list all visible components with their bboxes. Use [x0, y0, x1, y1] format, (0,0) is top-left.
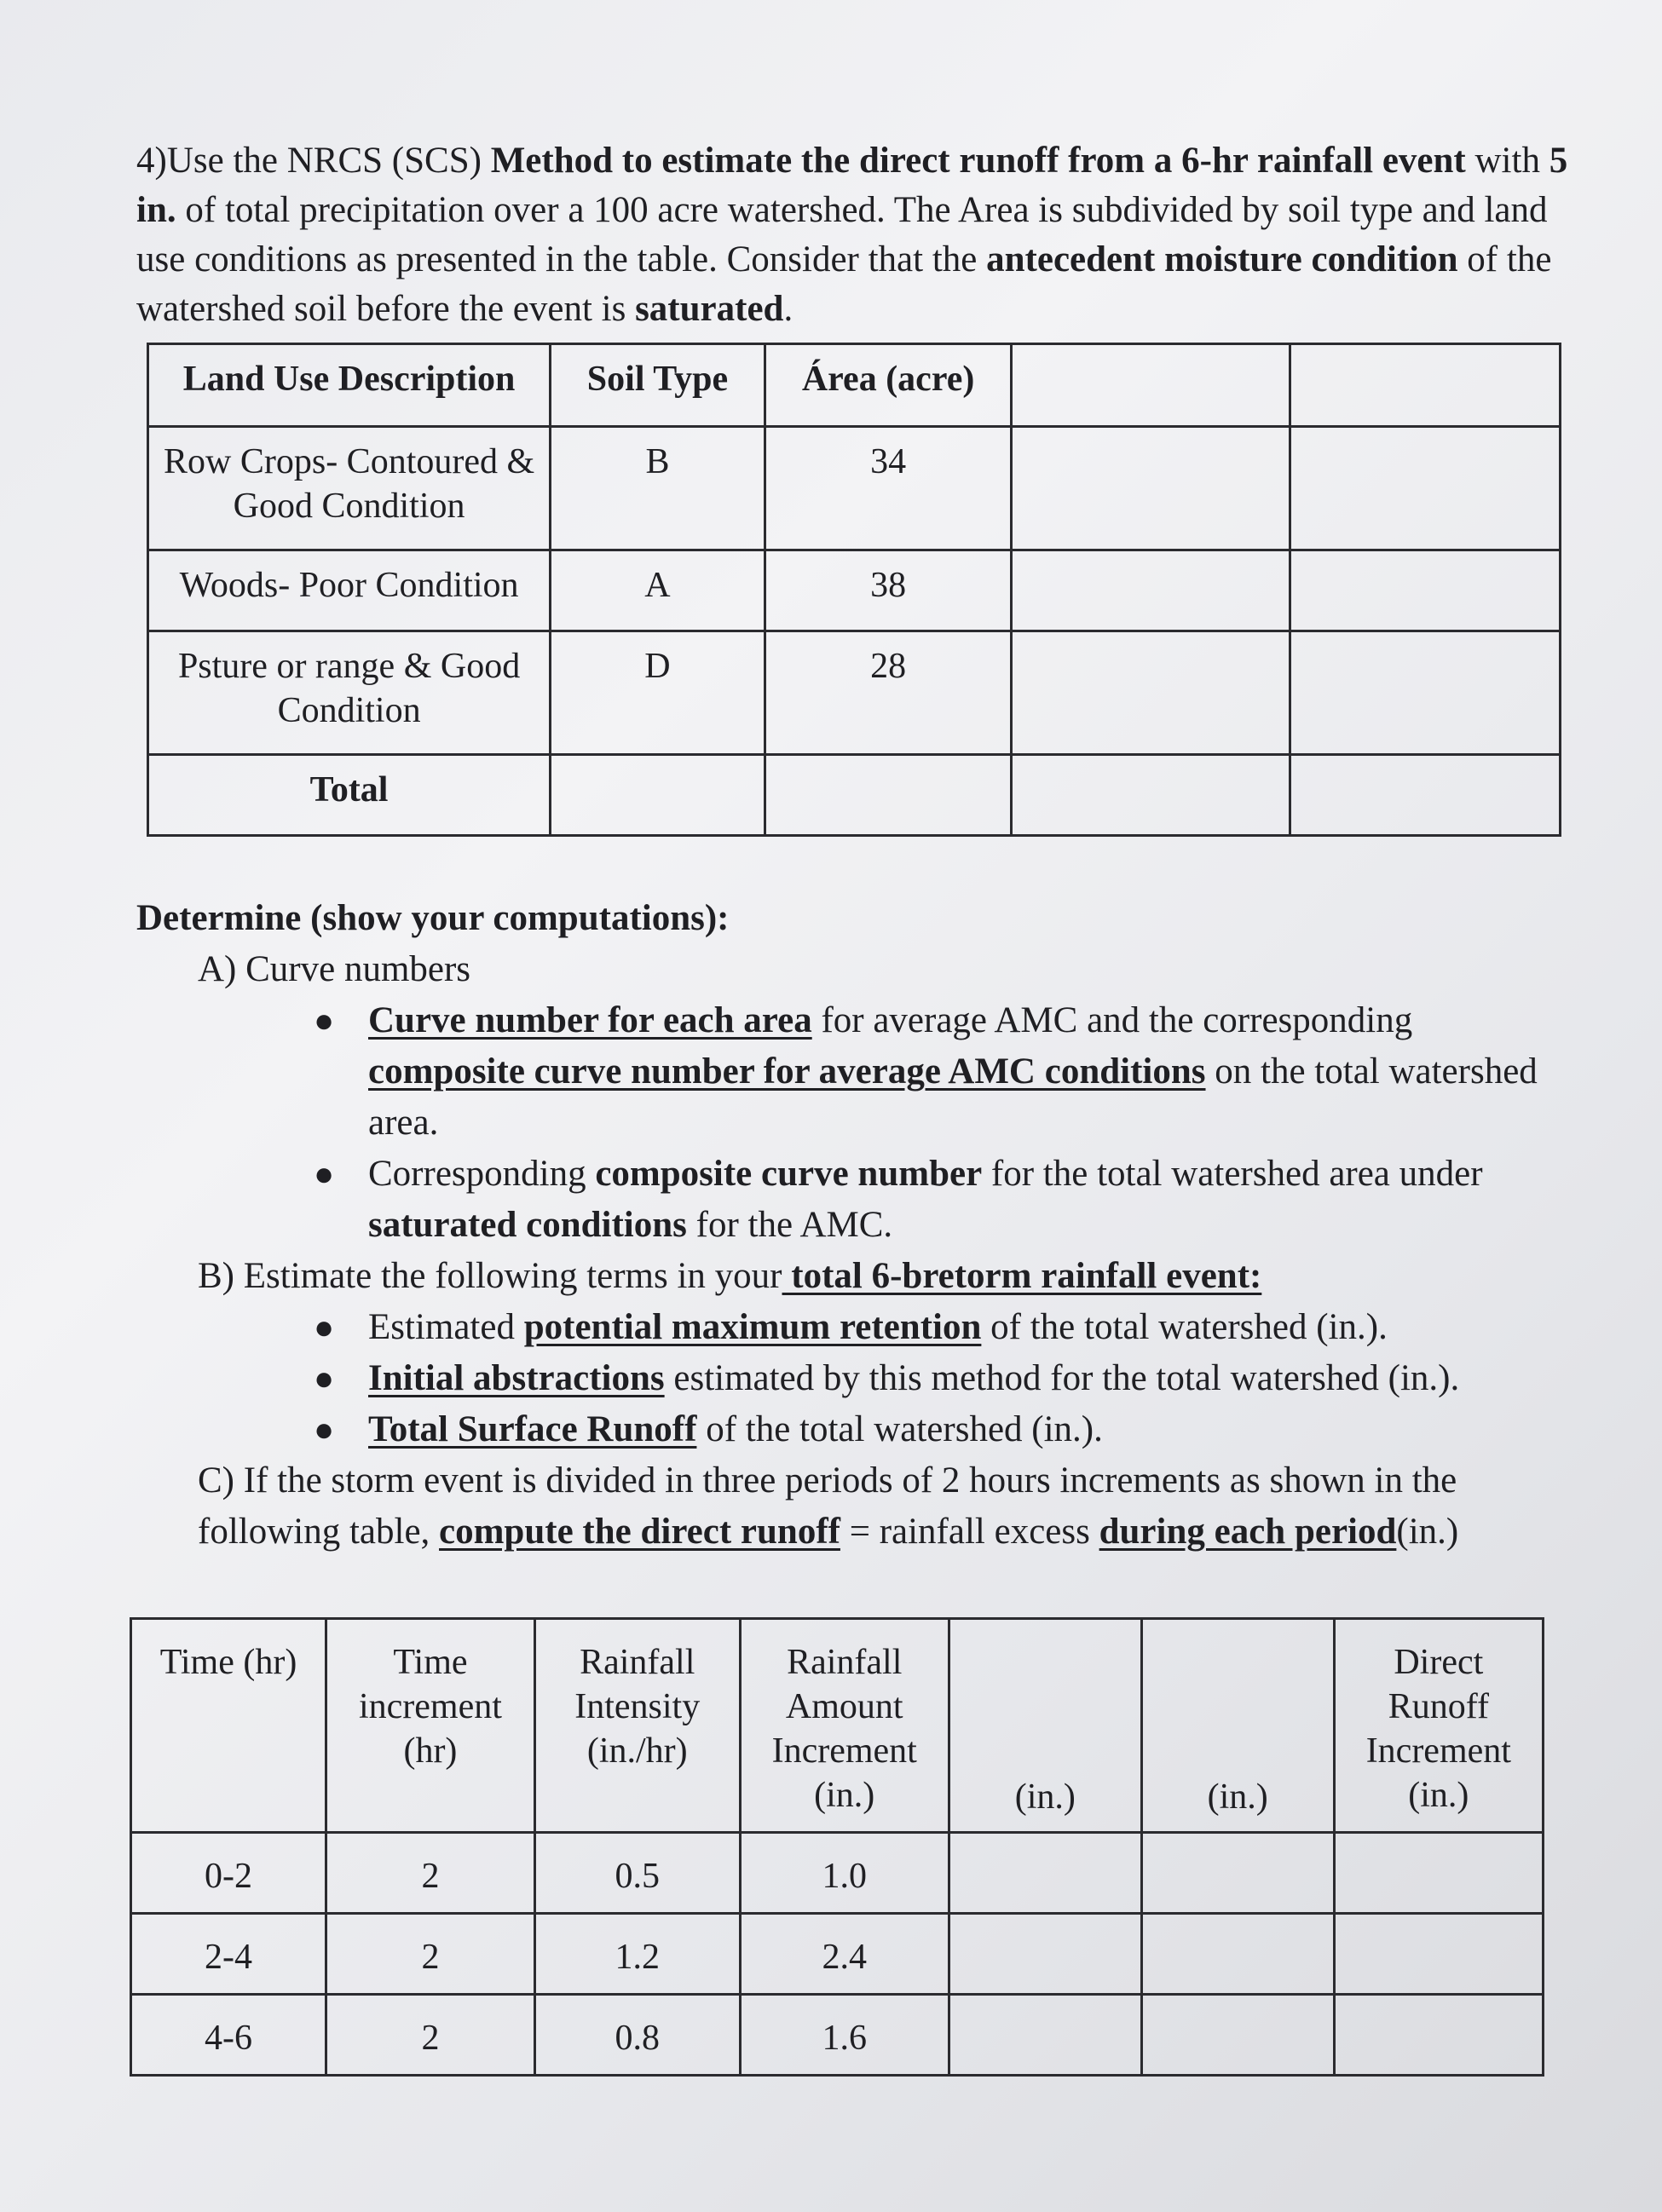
- determine-heading: Determine (show your computations):: [136, 898, 730, 938]
- problem-text: .: [783, 289, 793, 329]
- table-row: [148, 550, 1561, 631]
- plain-text: (in.): [1396, 1512, 1459, 1552]
- worksheet-page: [136, 136, 1577, 2077]
- plain-text: Estimated: [368, 1307, 524, 1347]
- problem-text: with: [1465, 141, 1549, 181]
- increment-cell: 2: [326, 1833, 535, 1914]
- table-row: [148, 631, 1561, 755]
- part-b-bullet-2: [314, 1353, 1577, 1404]
- intensity-cell: 0.5: [534, 1833, 740, 1914]
- total-row: [148, 755, 1561, 836]
- part-b-bullet-3: [314, 1404, 1577, 1455]
- time-cell: 2-4: [131, 1914, 326, 1995]
- table-header-row: [148, 344, 1561, 427]
- underlined-text: Curve number for each area: [368, 1000, 812, 1040]
- col-direct-runoff: Direct Runoff Increment (in.): [1334, 1619, 1543, 1833]
- table-header-row: [131, 1619, 1544, 1833]
- plain-text: estimated by this method for the total watershed (in.).: [664, 1358, 1460, 1398]
- bullet-icon: ●: [314, 1359, 335, 1397]
- plain-text: for the AMC.: [686, 1205, 893, 1245]
- blank-cell: [1012, 427, 1290, 550]
- underlined-text: Total Surface Runoff: [368, 1409, 697, 1449]
- table-row: [131, 1995, 1544, 2076]
- rainfall-table: [130, 1617, 1544, 2077]
- problem-statement: [136, 136, 1568, 334]
- col-land-use: Land Use Description: [148, 344, 551, 427]
- blank-cell: [1290, 631, 1560, 755]
- blank-cell: [1012, 755, 1290, 836]
- underlined-text: potential maximum retention: [523, 1307, 982, 1347]
- bullet-icon: ●: [314, 1308, 335, 1346]
- land-use-cell: Row Crops- Contoured & Good Condition: [148, 427, 551, 550]
- table-row: [148, 427, 1561, 550]
- area-cell: 28: [765, 631, 1012, 755]
- part-b-label: [198, 1251, 1577, 1302]
- col-unit-1: (in.): [949, 1619, 1141, 1833]
- blank-cell: [1334, 1914, 1543, 1995]
- problem-bold: Method to estimate the direct runoff from a 6-hr rainfall event: [490, 141, 1466, 181]
- problem-text: of total precipitation over a 100 acre watershed. The Area is subdivided by soil type and land use conditions as presented in the table. Consider that the: [136, 190, 1548, 279]
- col-unit-2: (in.): [1141, 1619, 1334, 1833]
- total-label: Total: [148, 755, 551, 836]
- col-blank-1: [1012, 344, 1290, 427]
- soil-cell: D: [551, 631, 765, 755]
- intensity-cell: 0.8: [534, 1995, 740, 2076]
- col-area: Área (acre): [765, 344, 1012, 427]
- plain-text: of the total watershed (in.).: [696, 1409, 1103, 1449]
- time-cell: 4-6: [131, 1995, 326, 2076]
- bullet-icon: ●: [314, 1155, 335, 1193]
- blank-cell: [949, 1995, 1141, 2076]
- part-a-bullet-1: [314, 995, 1577, 1149]
- problem-text: 4)Use the NRCS (SCS): [136, 141, 491, 181]
- blank-cell: [765, 755, 1012, 836]
- blank-cell: [1141, 1914, 1334, 1995]
- intensity-cell: 1.2: [534, 1914, 740, 1995]
- bold-text: saturated conditions: [368, 1205, 687, 1245]
- blank-cell: [1290, 755, 1560, 836]
- area-cell: 38: [765, 550, 1012, 631]
- col-time-increment: Time increment (hr): [326, 1619, 535, 1833]
- soil-cell: A: [551, 550, 765, 631]
- problem-bold: antecedent moisture condition: [986, 239, 1458, 279]
- bold-text: composite curve number: [595, 1154, 983, 1194]
- plain-text: = rainfall excess: [840, 1512, 1099, 1552]
- plain-text: B) Estimate the following terms in your: [198, 1256, 782, 1296]
- col-soil-type: Soil Type: [551, 344, 765, 427]
- problem-bold: 5 in.: [136, 141, 1568, 230]
- plain-text: on the total watershed area.: [368, 1051, 1538, 1143]
- area-cell: 34: [765, 427, 1012, 550]
- col-rainfall-amount: Rainfall Amount Increment (in.): [740, 1619, 949, 1833]
- plain-text: of the total watershed (in.).: [981, 1307, 1388, 1347]
- soil-cell: B: [551, 427, 765, 550]
- part-a-bullet-2: [314, 1149, 1577, 1251]
- col-rainfall-intensity: Rainfall Intensity (in./hr): [534, 1619, 740, 1833]
- blank-cell: [1141, 1995, 1334, 2076]
- determine-section: [136, 893, 1577, 1558]
- underlined-text: Initial abstractions: [368, 1358, 665, 1398]
- blank-cell: [1141, 1833, 1334, 1914]
- blank-cell: [551, 755, 765, 836]
- part-c-text: [198, 1455, 1577, 1558]
- plain-text: for the total watershed area under: [982, 1154, 1483, 1194]
- plain-text: for average AMC and the corresponding: [811, 1000, 1413, 1040]
- time-cell: 0-2: [131, 1833, 326, 1914]
- part-b-bullet-1: [314, 1302, 1577, 1353]
- problem-bold: saturated: [635, 289, 784, 329]
- underlined-text: composite curve number for average AMC conditions: [368, 1051, 1206, 1092]
- land-use-cell: Woods- Poor Condition: [148, 550, 551, 631]
- land-use-table: [147, 343, 1561, 837]
- col-blank-2: [1290, 344, 1560, 427]
- plain-text: C) If the storm event is divided in three periods of 2 hours increments as shown in the following table,: [198, 1460, 1457, 1552]
- table-row: [131, 1914, 1544, 1995]
- increment-cell: 2: [326, 1995, 535, 2076]
- underlined-text: compute the direct runoff: [439, 1512, 840, 1552]
- blank-cell: [1012, 550, 1290, 631]
- increment-cell: 2: [326, 1914, 535, 1995]
- underlined-text: during each period: [1099, 1512, 1397, 1552]
- blank-cell: [949, 1833, 1141, 1914]
- blank-cell: [1012, 631, 1290, 755]
- land-use-cell: Psture or range & Good Condition: [148, 631, 551, 755]
- bullet-icon: ●: [314, 1001, 335, 1040]
- plain-text: Corresponding: [368, 1154, 596, 1194]
- blank-cell: [949, 1914, 1141, 1995]
- amount-cell: 2.4: [740, 1914, 949, 1995]
- part-a-label: A) Curve numbers: [198, 949, 471, 989]
- blank-cell: [1290, 427, 1560, 550]
- bullet-icon: ●: [314, 1410, 335, 1449]
- blank-cell: [1334, 1995, 1543, 2076]
- table-row: [131, 1833, 1544, 1914]
- amount-cell: 1.0: [740, 1833, 949, 1914]
- problem-text: of the watershed soil before the event is: [136, 239, 1552, 329]
- col-time: Time (hr): [131, 1619, 326, 1833]
- underlined-text: total 6-bretorm rainfall event:: [782, 1256, 1262, 1296]
- blank-cell: [1334, 1833, 1543, 1914]
- blank-cell: [1290, 550, 1560, 631]
- amount-cell: 1.6: [740, 1995, 949, 2076]
